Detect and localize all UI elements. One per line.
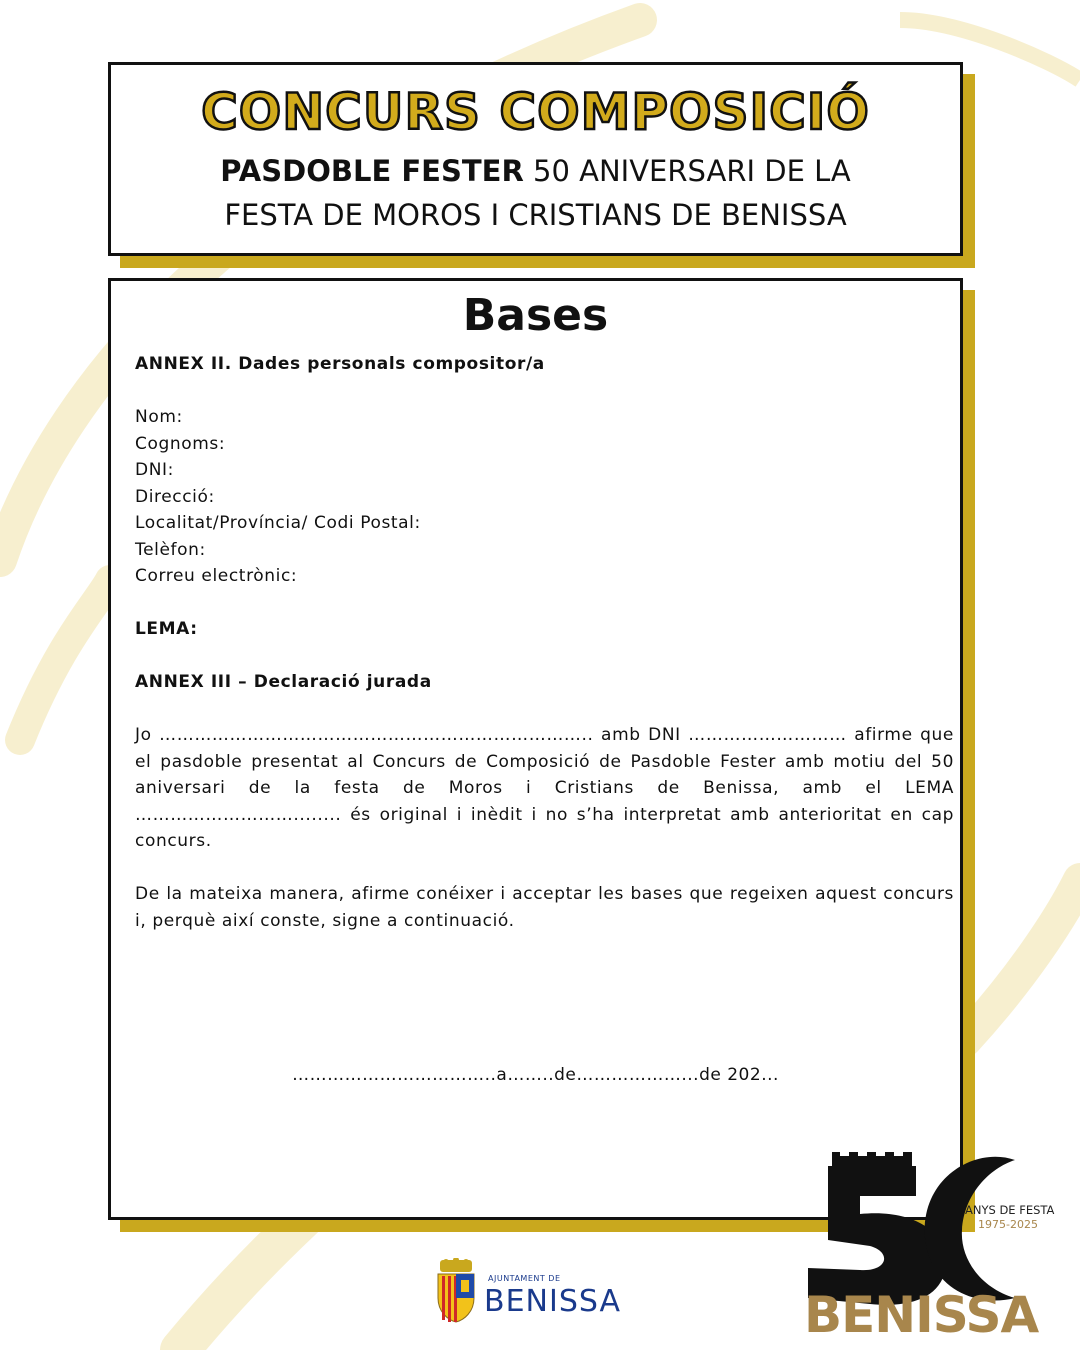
coat-of-arms-icon xyxy=(434,1258,478,1324)
logo-tag1: ANYS DE FESTA xyxy=(965,1203,1055,1217)
subtitle-bold: PASDOBLE FESTER xyxy=(220,154,524,188)
field-dni: DNI: xyxy=(135,460,174,480)
fifty-years-logo xyxy=(800,1148,1080,1338)
field-cognoms: Cognoms: xyxy=(135,433,226,454)
bases-title: Bases xyxy=(462,290,609,341)
contest-title: CONCURS COMPOSICIÓ xyxy=(201,83,870,141)
field-direccio: Direcció: xyxy=(135,486,215,507)
lema-label: LEMA: xyxy=(135,619,198,639)
ajuntament-logo xyxy=(432,1256,662,1328)
form-content xyxy=(135,351,954,934)
subtitle-line2: FESTA DE MOROS I CRISTIANS DE BENISSA xyxy=(224,198,847,232)
subtitle-rest: 50 ANIVERSARI DE LA xyxy=(523,154,851,188)
declaration-paragraph: Jo ……………………………………………………………….. amb DNI ……………………… afirme que el pasdoble presentat al Concurs de Composició de Pasdoble Fester amb motiu del 50 aniversari de la festa de Moros i Cristians de Benissa, amb el LEMA ………………………........ és original i inèdit i no s’ha interpretat amb anterioritat en cap concurs. xyxy=(135,725,954,851)
form-box xyxy=(108,278,963,1220)
ajuntament-town-label: BENISSA xyxy=(484,1284,621,1319)
field-localitat: Localitat/Província/ Codi Postal: xyxy=(135,513,421,533)
annex2-heading: ANNEX II. Dades personals compositor/a xyxy=(135,354,545,374)
ajuntament-small-label: AJUNTAMENT DE xyxy=(488,1274,561,1283)
logo-tag2: 1975-2025 xyxy=(978,1218,1038,1231)
acceptance-paragraph: De la mateixa manera, afirme conéixer i acceptar les bases que regeixen aquest concurs i, perquè així conste, signe a continuació. xyxy=(135,884,954,931)
field-nom: Nom: xyxy=(135,407,183,427)
header-box xyxy=(108,62,963,256)
contest-subtitle xyxy=(111,149,960,237)
annex3-heading: ANNEX III – Declaració jurada xyxy=(135,672,432,692)
field-correu: Correu electrònic: xyxy=(135,566,298,586)
signature-date-line: ……………………………..a……..de………………...de 202... xyxy=(292,1065,779,1085)
logo-town: BENISSA xyxy=(804,1286,1039,1338)
field-telefon: Telèfon: xyxy=(135,539,206,560)
